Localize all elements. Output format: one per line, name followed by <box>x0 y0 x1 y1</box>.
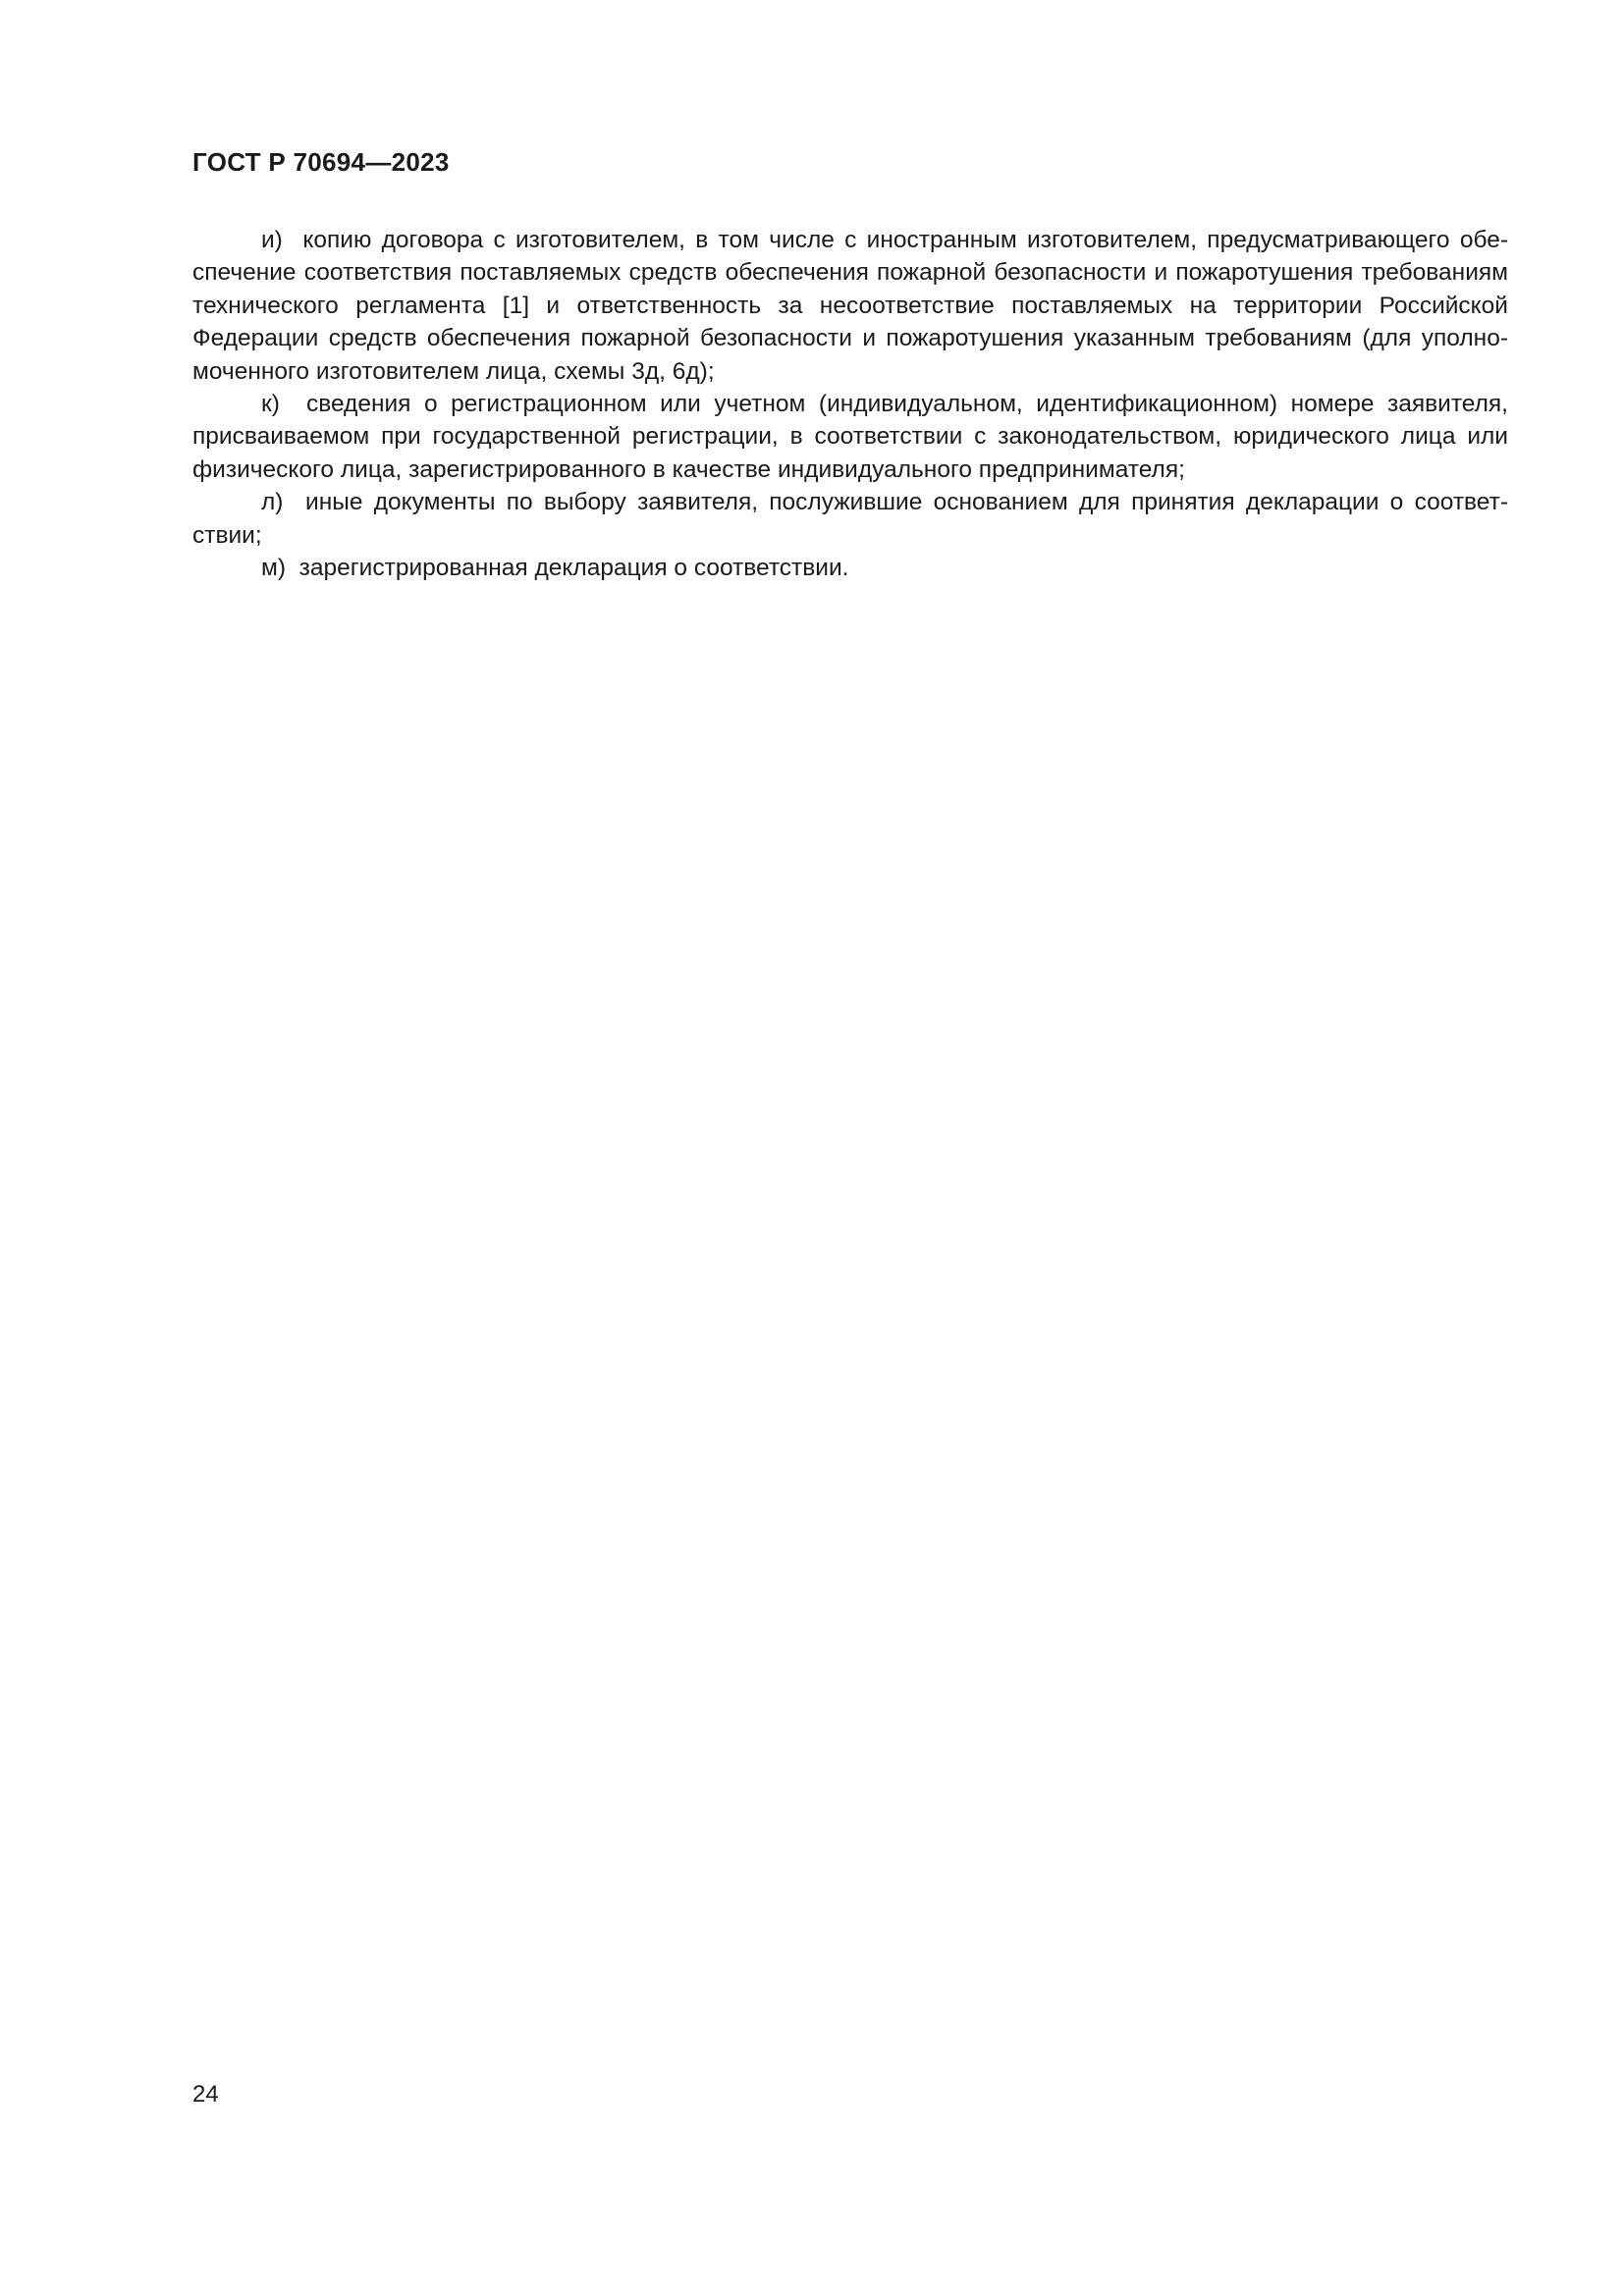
list-item-l: л) иные документы по выбору заявителя, послужившие основанием для принятия декларации о соответствии; <box>192 489 1508 549</box>
list-item-k: к) сведения о регистрационном или учетном (индивидуальном, идентификационном) номере заявителя, присваиваемом при государственной регистрации, в соответствии с законодательством, юридического лица или физического лица, зарегистрированного в качестве индивидуального предпринимателя; <box>192 391 1508 483</box>
list-item-m: м) зарегистрированная декларация о соответствии. <box>261 555 849 582</box>
document-header-title: ГОСТ Р 70694—2023 <box>192 147 450 177</box>
list-item-i: и) копию договора с изготовителем, в том числе с иностранным изготовителем, предусматривающего обеспечение соответствия поставляемых средств обеспечения пожарной безопасности и пожаротушения требованиям технического регламента [1] и ответственность за несоответствие поставляемых на территории Российской Федерации средств обеспечения пожарной безопасности и пожаротушения указанным требованиям (для уполномоченного изготовителем лица, схемы 3д, 6д); <box>192 227 1508 385</box>
document-body <box>192 224 1508 584</box>
page-number: 24 <box>192 2081 219 2108</box>
